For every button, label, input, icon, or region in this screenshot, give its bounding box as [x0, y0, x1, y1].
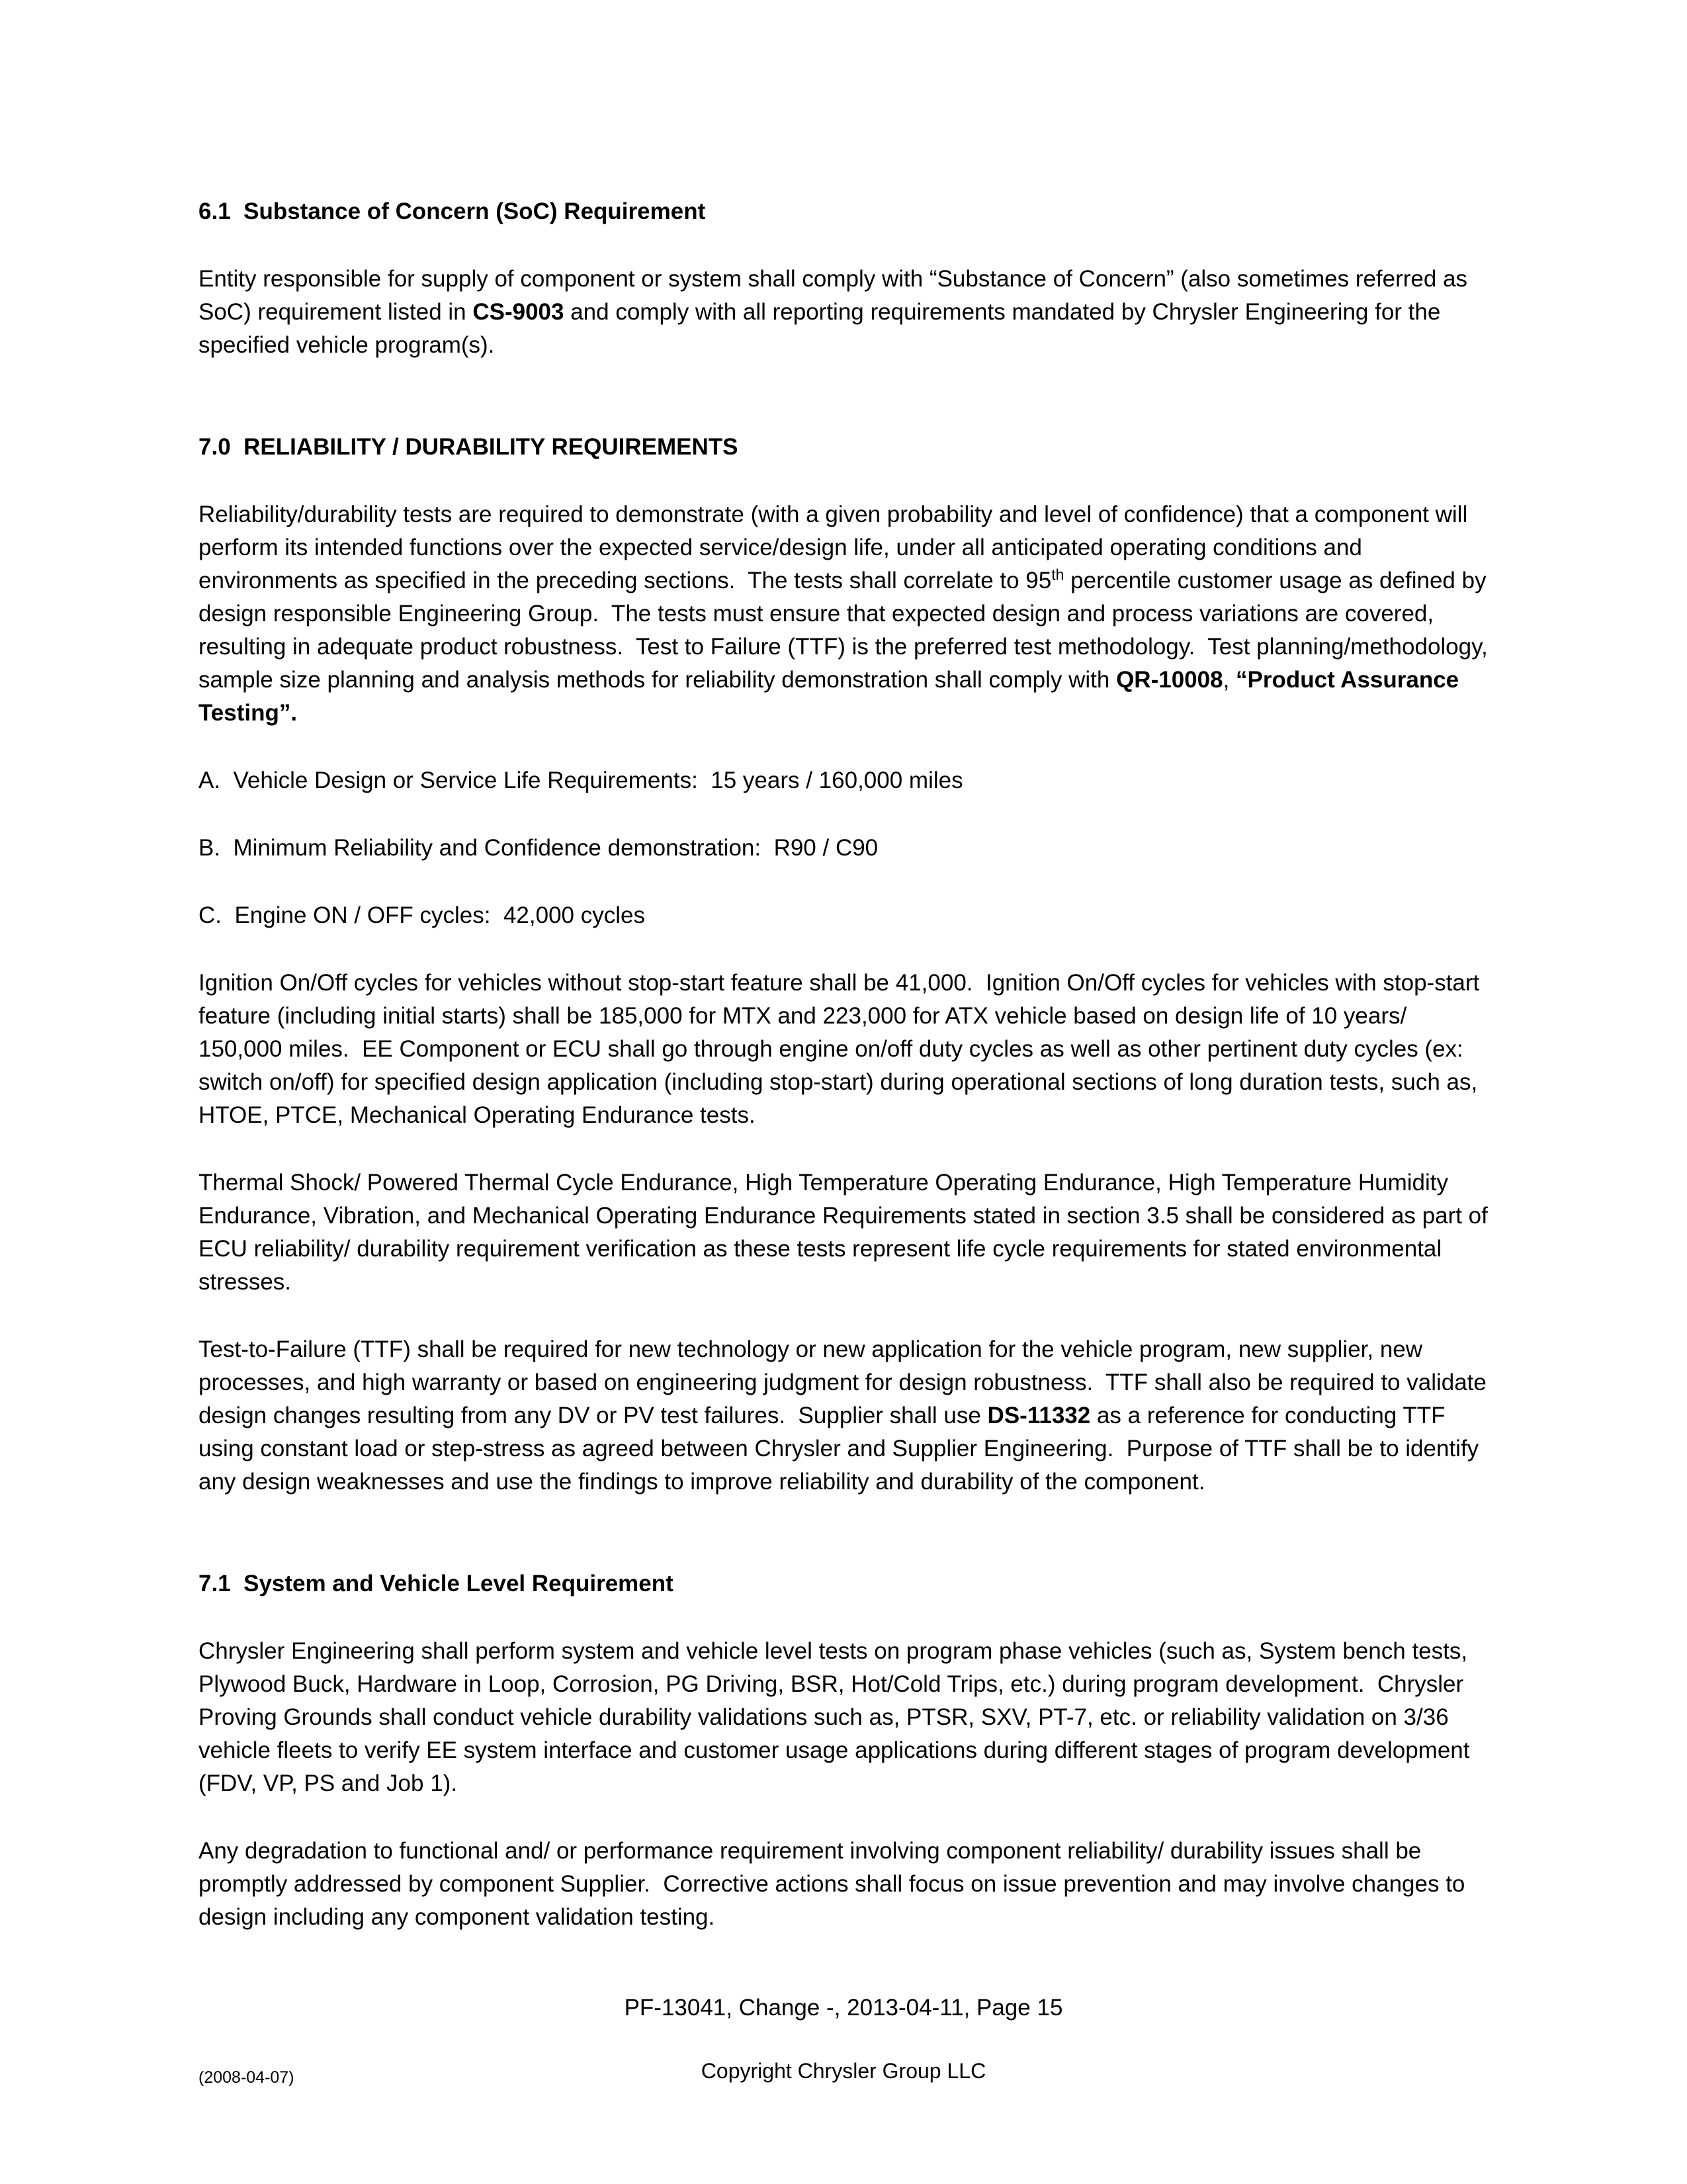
paragraph-test-to-failure: [198, 1333, 1493, 1499]
bold-run-ds-11332: DS-11332: [987, 1403, 1091, 1428]
paragraph-reliability-intro: [198, 498, 1494, 730]
text-run: Test-to-Failure (TTF) shall be required for new technology or new application for the vehicle program, new supplier, new processes, and high warranty or based on engineering judgment for design robustness. TTF shall also be required to validate design changes resulting from any DV or PV test failures. Supplier shall use: [198, 1336, 1493, 1428]
text-run: and comply with all reporting requirements mandated by Chrysler Engineering for the specified vehicle program(s).: [198, 299, 1448, 358]
list-item-a-vehicle-design-life: A. Vehicle Design or Service Life Requirements: 15 years / 160,000 miles: [198, 767, 963, 793]
bold-run-qr-10008: QR-10008: [1116, 667, 1223, 693]
paragraph-thermal-shock: Thermal Shock/ Powered Thermal Cycle Endurance, High Temperature Operating Endurance, High Temperature Humidity Endurance, Vibration, and Mechanical Operating Endurance Requirements stated in section 3.5 shall be considered as part of ECU reliability/ durability requirement verification as these tests represent life cycle requirements for stated environmental stresses.: [198, 1170, 1494, 1295]
text-run: Entity responsible for supply of component or system shall comply with “Substance of Concern” (also sometimes referred as SoC) requirement listed in: [198, 266, 1474, 325]
paragraph-system-vehicle-tests: Chrysler Engineering shall perform system and vehicle level tests on program phase vehicles (such as, System bench tests, Plywood Buck, Hardware in Loop, Corrosion, PG Driving, BSR, Hot/Cold Trips, etc.) during program development. Chrysler Proving Grounds shall conduct vehicle durability validations such as, PTSR, SXV, PT-7, etc. or reliability validation on 3/36 vehicle fleets to verify EE system interface and customer usage applications during different stages of program development (FDV, VP, PS and Job 1).: [198, 1638, 1477, 1796]
text-run: percentile customer usage as defined by design responsible Engineering Group. The tests must ensure that expected design and process variations are covered, resulting in adequate product robustness. Test to Failure (TTF) is the preferred test methodology. Test planning/methodology, sample size planning and analysis methods for reliability demonstration shall comply with: [198, 568, 1494, 693]
bold-run-product-assurance-testing: “Product Assurance Testing”.: [198, 667, 1465, 726]
paragraph-soc-requirement: [198, 263, 1489, 362]
paragraph-degradation: Any degradation to functional and/ or performance requirement involving component reliability/ durability issues shall be promptly addressed by component Supplier. Corrective actions shall focus on issue prevention and may involve changes to design including any component validation testing.: [198, 1838, 1472, 1930]
footer-document-id: PF-13041, Change -, 2013-04-11, Page 15: [624, 1995, 1063, 2021]
heading-section-6-1: 6.1 Substance of Concern (SoC) Requirement: [198, 198, 706, 224]
heading-section-7-0: 7.0 RELIABILITY / DURABILITY REQUIREMENTS: [198, 434, 738, 460]
footer-copyright: Copyright Chrysler Group LLC: [701, 2059, 986, 2083]
document-content: [198, 195, 1494, 1968]
superscript-th: th: [1051, 566, 1064, 584]
text-run: as a reference for conducting TTF using constant load or step-stress as agreed between Chrysler and Supplier Engineering. Purpose of TTF shall be to identify any design weaknesses and use the findings to improve reliability and durability of the component.: [198, 1403, 1485, 1495]
list-item-c-engine-on-off-cycles: C. Engine ON / OFF cycles: 42,000 cycles: [198, 902, 645, 928]
heading-section-7-1: 7.1 System and Vehicle Level Requirement: [198, 1571, 673, 1596]
text-run: ,: [1223, 667, 1236, 693]
footer-revision-date: (2008-04-07): [198, 2068, 294, 2087]
paragraph-ignition-cycles: Ignition On/Off cycles for vehicles without stop-start feature shall be 41,000. Ignition On/Off cycles for vehicles with stop-start feature (including initial starts) shall be 185,000 for MTX and 223,000 for ATX vehicle based on design life of 10 years/ 150,000 miles. EE Component or ECU shall go through engine on/off duty cycles as well as other pertinent duty cycles (ex: switch on/off) for specified design application (including stop-start) during operational sections of long duration tests, such as, HTOE, PTCE, Mechanical Operating Endurance tests.: [198, 970, 1487, 1128]
bold-run-cs-9003: CS-9003: [472, 299, 564, 325]
list-item-b-reliability-confidence: B. Minimum Reliability and Confidence demonstration: R90 / C90: [198, 835, 879, 861]
text-run: Reliability/durability tests are required to demonstrate (with a given probability and level of confidence) that a component will perform its intended functions over the expected service/design life, under all anticipated operating conditions and environments as specified in the preceding sections. The tests shall correlate to 95: [198, 502, 1474, 593]
